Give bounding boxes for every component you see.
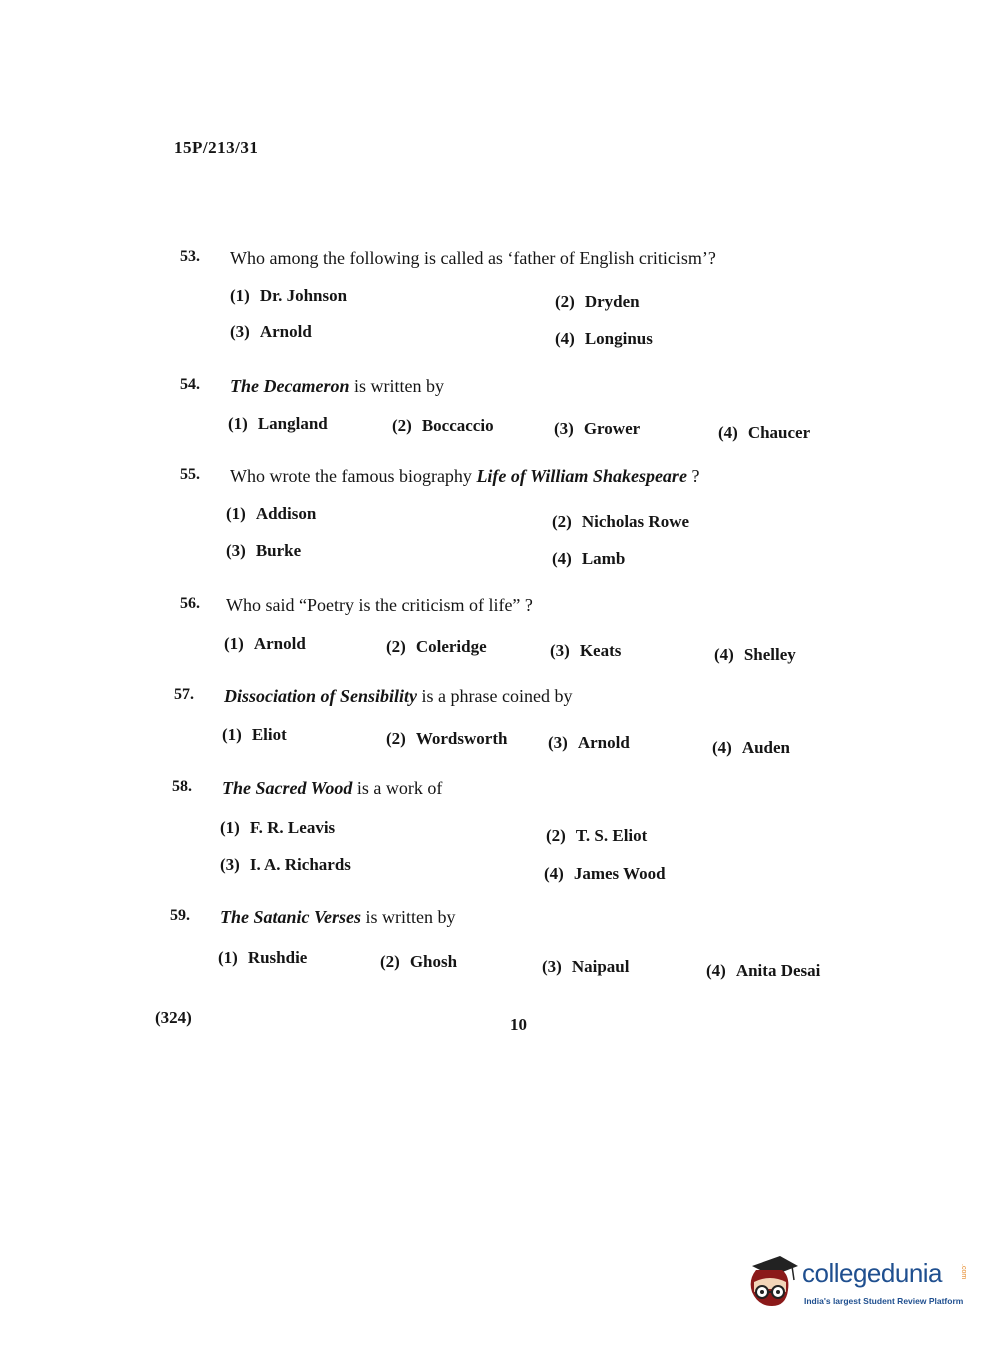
option-1: (1) Eliot xyxy=(222,725,287,744)
option-2: (2) Dryden xyxy=(555,292,640,311)
option-2: (2) Nicholas Rowe xyxy=(552,512,690,531)
question-number: 58. xyxy=(172,778,192,795)
option-2: (2) Coleridge xyxy=(386,637,487,656)
option-2: (2) T. S. Eliot xyxy=(546,826,648,845)
brand-tagline: India's largest Student Review Platform xyxy=(804,1296,964,1306)
option-1: (1) Addison xyxy=(226,504,317,523)
brand-name: collegedunia xyxy=(802,1258,943,1288)
question-number: 56. xyxy=(180,595,200,612)
question-number: 54. xyxy=(180,376,200,393)
question-number: 59. xyxy=(170,907,190,924)
option-1: (1) Dr. Johnson xyxy=(230,286,348,305)
option-1: (1) F. R. Leavis xyxy=(220,818,336,837)
option-3: (3) Naipaul xyxy=(542,957,630,976)
question-text: Who wrote the famous biography Life of William Shakespeare ? xyxy=(230,466,700,486)
question-number: 53. xyxy=(180,248,200,265)
booklet-code: (324) xyxy=(155,1008,192,1027)
option-4: (4) Lamb xyxy=(552,549,626,568)
question-text: Dissociation of Sensibility is a phrase coined by xyxy=(224,686,573,706)
option-3: (3) Grower xyxy=(554,419,641,438)
brand-domain: .com xyxy=(960,1264,967,1280)
option-3: (3) Keats xyxy=(550,641,622,660)
option-1: (1) Langland xyxy=(228,414,328,433)
question-text: Who said “Poetry is the criticism of life” ? xyxy=(226,595,533,615)
option-4: (4) Anita Desai xyxy=(706,961,821,980)
option-2: (2) Wordsworth xyxy=(386,729,508,748)
option-3: (3) Burke xyxy=(226,541,302,560)
collegedunia-logo xyxy=(742,1252,972,1312)
question-text: The Decameron is written by xyxy=(230,376,444,396)
question-number: 57. xyxy=(174,686,194,703)
option-3: (3) Arnold xyxy=(548,733,630,752)
question-text: Who among the following is called as ‘father of English criticism’? xyxy=(230,248,716,268)
option-4: (4) Auden xyxy=(712,738,791,757)
question-text: The Satanic Verses is written by xyxy=(220,907,456,927)
option-1: (1) Rushdie xyxy=(218,948,308,967)
option-4: (4) Longinus xyxy=(555,329,653,348)
option-3: (3) Arnold xyxy=(230,322,312,341)
page-number: 10 xyxy=(510,1015,527,1034)
option-3: (3) I. A. Richards xyxy=(220,855,351,874)
option-4: (4) James Wood xyxy=(544,864,666,883)
option-2: (2) Ghosh xyxy=(380,952,458,971)
option-1: (1) Arnold xyxy=(224,634,306,653)
option-4: (4) Chaucer xyxy=(718,423,811,442)
option-2: (2) Boccaccio xyxy=(392,416,494,435)
option-4: (4) Shelley xyxy=(714,645,796,664)
paper-code: 15P/213/31 xyxy=(174,138,259,157)
question-number: 55. xyxy=(180,466,200,483)
question-text: The Sacred Wood is a work of xyxy=(222,778,443,798)
student-mascot-icon xyxy=(742,1252,798,1310)
